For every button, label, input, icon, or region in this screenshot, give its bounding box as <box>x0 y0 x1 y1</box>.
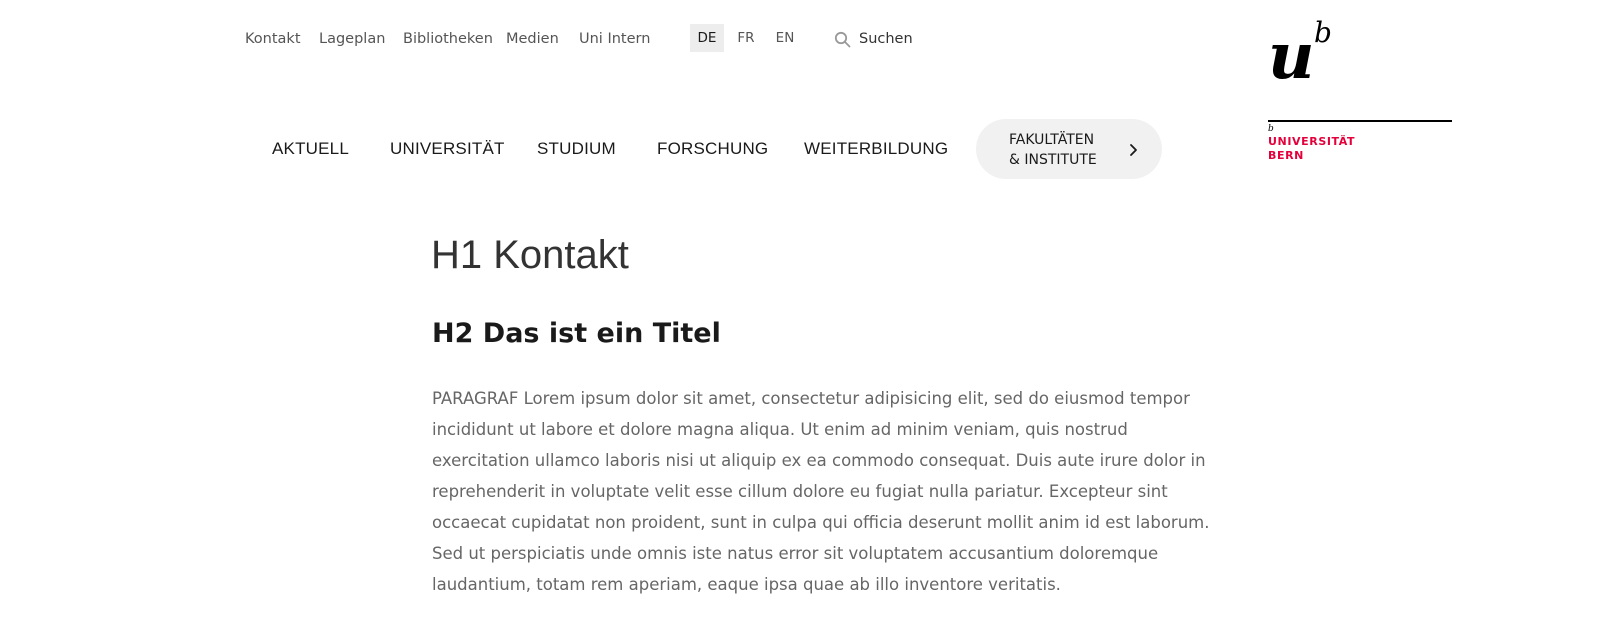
language-fr[interactable]: FR <box>737 30 755 46</box>
paragraph-line: PARAGRAF Lorem ipsum dolor sit amet, consectetur adipisicing elit, sed do eiusmod tempor <box>432 389 1190 408</box>
paragraph-line: Sed ut perspiciatis unde omnis iste natus error sit voluptatem accusantium doloremque <box>432 544 1159 563</box>
search-button[interactable] <box>834 29 913 49</box>
logo-rule <box>1268 120 1452 122</box>
logo-small-b: b <box>1268 124 1274 134</box>
search-icon <box>834 31 851 48</box>
body-paragraph <box>432 383 1232 600</box>
paragraph-line: laudantium, totam rem aperiam, eaque ipsa quae ab illo inventore veritatis. <box>432 575 1061 594</box>
nav-item-forschung[interactable]: FORSCHUNG <box>657 139 769 158</box>
logo-name-line2: BERN <box>1268 149 1304 162</box>
logo-name-line1: UNIVERSITÄT <box>1268 135 1356 148</box>
paragraph-line: exercitation ullamco laboris nisi ut aliquip ex ea commodo consequat. Duis aute irure dolor in <box>432 451 1206 470</box>
faculties-label-line2: & INSTITUTE <box>1009 152 1097 168</box>
utility-link-bibliotheken[interactable]: Bibliotheken <box>403 31 493 47</box>
language-en[interactable]: EN <box>775 30 795 46</box>
utility-link-uni-intern[interactable]: Uni Intern <box>579 31 651 47</box>
nav-item-aktuell[interactable]: AKTUELL <box>272 139 349 158</box>
nav-item-weiterbildung[interactable]: WEITERBILDUNG <box>804 139 949 158</box>
logo-monogram-b: b <box>1314 16 1332 49</box>
paragraph-line: reprehenderit in voluptate velit esse cillum dolore eu fugiat nulla pariatur. Excepteur sint <box>432 482 1168 501</box>
paragraph-line: incididunt ut labore et dolore magna aliqua. Ut enim ad minim veniam, quis nostrud <box>432 420 1128 439</box>
utility-link-medien[interactable]: Medien <box>506 31 559 47</box>
utility-link-kontakt[interactable]: Kontakt <box>245 31 301 47</box>
search-label: Suchen <box>859 31 913 47</box>
faculties-label-line1: FAKULTÄTEN <box>1009 132 1095 148</box>
page-title: H1 Kontakt <box>431 233 629 277</box>
chevron-right-icon <box>1128 142 1138 161</box>
faculties-institutes-button[interactable] <box>976 119 1162 179</box>
nav-item-studium[interactable]: STUDIUM <box>537 139 616 158</box>
utility-link-lageplan[interactable]: Lageplan <box>319 31 386 47</box>
paragraph-line: occaecat cupidatat non proident, sunt in culpa qui officia deserunt mollit anim id est laborum. <box>432 513 1210 532</box>
university-logo[interactable] <box>1268 16 1452 170</box>
section-title: H2 Das ist ein Titel <box>432 318 721 349</box>
language-de[interactable]: DE <box>690 24 724 52</box>
logo-monogram-u: u <box>1268 19 1315 94</box>
nav-item-universitaet[interactable]: UNIVERSITÄT <box>390 139 505 158</box>
